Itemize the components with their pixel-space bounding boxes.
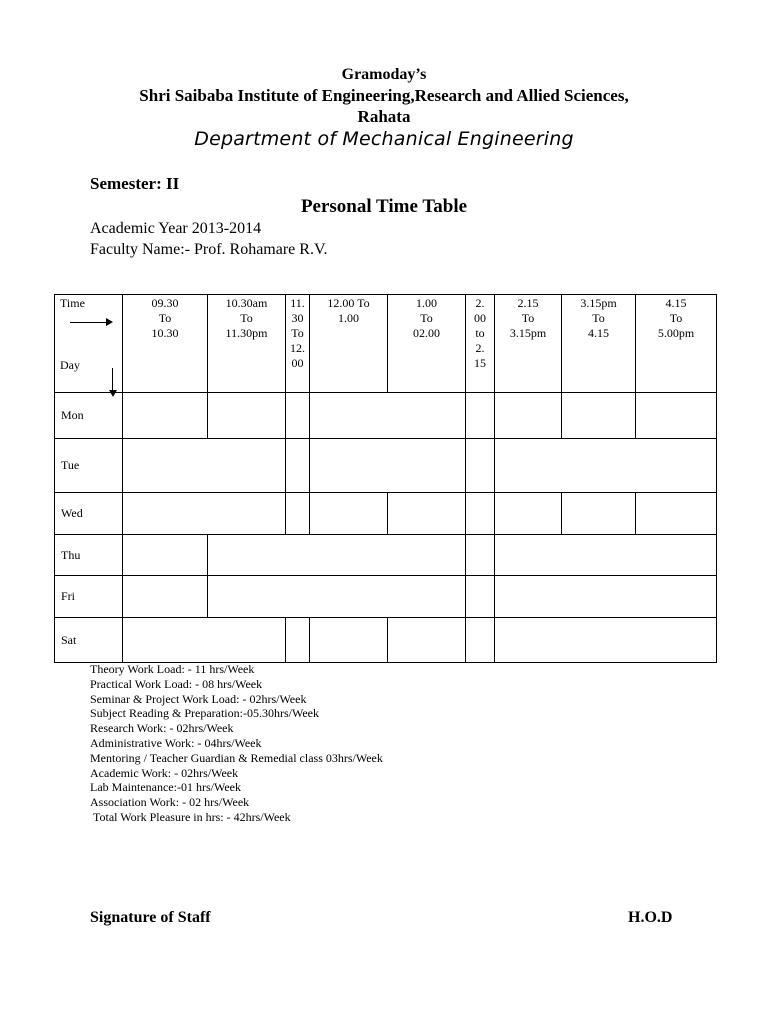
workload-item: Subject Reading & Preparation:-05.30hrs/Week <box>90 706 319 721</box>
timetable <box>54 294 717 663</box>
slot-cell <box>388 493 466 535</box>
slot-cell <box>286 618 310 663</box>
day-label: Fri <box>55 576 123 618</box>
time-slot-line: 3.15pm <box>580 296 617 310</box>
timetable-row-thu <box>55 535 717 576</box>
workload-item: Association Work: - 02 hrs/Week <box>90 795 250 810</box>
workload-item: Practical Work Load: - 08 hrs/Week <box>90 676 263 691</box>
time-slot-line: 11. <box>290 296 305 310</box>
time-slot-line: To <box>158 311 172 325</box>
staff-signature-label: Signature of Staff <box>90 909 211 926</box>
workload-item: Seminar & Project Work Load: - 02hrs/Week <box>90 691 307 706</box>
slot-cell <box>286 493 310 535</box>
workload-item: Academic Work: - 02hrs/Week <box>90 765 239 780</box>
slot-cell <box>495 618 717 663</box>
time-slot-header <box>495 295 562 393</box>
time-slot-line: To <box>420 311 433 325</box>
time-slot-line: 10.30 <box>151 326 179 340</box>
workload-item: Research Work: - 02hrs/Week <box>90 721 234 736</box>
department-name: Department of Mechanical Engineering <box>194 128 574 150</box>
slot-cell <box>466 393 495 439</box>
day-label: Mon <box>55 393 123 439</box>
time-slot-line: 00 <box>291 356 304 370</box>
workload-item: Lab Maintenance:-01 hrs/Week <box>90 780 241 795</box>
slot-cell <box>636 393 717 439</box>
institute-name: Shri Saibaba Institute of Engineering,Research and Allied Sciences, <box>139 86 629 105</box>
org-name: Gramoday’s <box>341 66 427 83</box>
time-slot-line: To <box>240 311 253 325</box>
slot-cell <box>562 493 636 535</box>
time-slot-line: 2. <box>475 341 485 355</box>
slot-cell <box>310 493 388 535</box>
time-slot-line: 12. <box>290 341 305 355</box>
day-label: Sat <box>55 618 123 663</box>
slot-cell <box>495 493 562 535</box>
corner-day-label: Day <box>60 358 80 372</box>
time-slot-line: to <box>475 326 485 340</box>
down-arrow-icon <box>112 368 113 392</box>
slot-cell <box>208 535 466 576</box>
slot-cell <box>123 439 286 493</box>
time-slot-line: To <box>592 311 605 325</box>
time-slot-line: 02.00 <box>413 326 440 340</box>
workload-item: Theory Work Load: - 11 hrs/Week <box>90 662 255 676</box>
time-slot-header <box>310 295 388 393</box>
down-arrow-icon-head <box>109 390 117 397</box>
time-slot-line: To <box>521 311 535 325</box>
day-label: Tue <box>55 439 123 493</box>
time-slot-line: 4.15 <box>665 296 687 310</box>
slot-cell <box>466 576 495 618</box>
workload-list <box>90 662 383 825</box>
timetable-header-row <box>55 295 717 393</box>
slot-cell <box>466 618 495 663</box>
page-title: Personal Time Table <box>300 196 468 217</box>
faculty-name: Faculty Name:- Prof. Rohamare R.V. <box>90 241 328 258</box>
time-slot-line: 4.15 <box>588 326 609 340</box>
slot-cell <box>495 535 717 576</box>
semester-label: Semester: II <box>90 174 180 193</box>
time-slot-line: 00 <box>474 311 486 325</box>
day-label: Thu <box>55 535 123 576</box>
slot-cell <box>466 439 495 493</box>
time-slot-header <box>286 295 310 393</box>
slot-cell <box>495 439 717 493</box>
time-slot-line: 09.30 <box>151 296 179 310</box>
slot-cell <box>310 618 388 663</box>
slot-cell <box>466 535 495 576</box>
time-slot-line: 1.00 <box>338 311 359 325</box>
day-label: Wed <box>55 493 123 535</box>
time-slot-line: 1.00 <box>416 296 437 310</box>
slot-cell <box>636 493 717 535</box>
timetable-row-wed <box>55 493 717 535</box>
slot-cell <box>123 618 286 663</box>
slot-cell <box>562 393 636 439</box>
time-slot-line: To <box>669 311 683 325</box>
time-slot-line: To <box>291 326 304 340</box>
timetable-row-sat <box>55 618 717 663</box>
slot-cell <box>495 393 562 439</box>
time-slot-header <box>636 295 717 393</box>
timetable-row-tue <box>55 439 717 493</box>
right-arrow-icon-head <box>106 318 113 326</box>
time-slot-line: 11.30pm <box>225 326 268 340</box>
slot-cell <box>123 493 286 535</box>
workload-item: Mentoring / Teacher Guardian & Remedial class 03hrs/Week <box>90 750 383 765</box>
time-slot-header <box>208 295 286 393</box>
time-slot-header <box>562 295 636 393</box>
timetable-corner-cell <box>55 295 123 393</box>
time-slot-line: 10.30am <box>225 296 268 310</box>
slot-cell <box>388 618 466 663</box>
time-slot-line: 3.15pm <box>509 326 547 340</box>
slot-cell <box>123 535 208 576</box>
academic-year: Academic Year 2013-2014 <box>90 220 262 237</box>
slot-cell <box>286 439 310 493</box>
right-arrow-icon <box>70 322 108 323</box>
slot-cell <box>466 493 495 535</box>
institute-city: Rahata <box>357 107 411 126</box>
time-slot-line: 12.00 To <box>327 296 370 310</box>
hod-signature-label: H.O.D <box>628 909 673 926</box>
workload-item: Administrative Work: - 04hrs/Week <box>90 735 262 750</box>
slot-cell <box>495 576 717 618</box>
slot-cell <box>310 439 466 493</box>
slot-cell <box>310 393 466 439</box>
time-slot-line: 5.00pm <box>657 326 695 340</box>
timetable-row-fri <box>55 576 717 618</box>
time-slot-header <box>388 295 466 393</box>
corner-time-label: Time <box>60 296 85 310</box>
slot-cell <box>208 576 466 618</box>
time-slot-header <box>466 295 495 393</box>
time-slot-line: 2.15 <box>517 296 539 310</box>
slot-cell <box>123 576 208 618</box>
slot-cell <box>123 393 208 439</box>
time-slot-header <box>123 295 208 393</box>
timetable-row-mon <box>55 393 717 439</box>
slot-cell <box>208 393 286 439</box>
time-slot-line: 15 <box>474 356 486 370</box>
slot-cell <box>286 393 310 439</box>
time-slot-line: 2. <box>475 296 485 310</box>
time-slot-line: 30 <box>291 311 304 325</box>
workload-total: Total Work Pleasure in hrs: - 42hrs/Week <box>93 809 291 824</box>
